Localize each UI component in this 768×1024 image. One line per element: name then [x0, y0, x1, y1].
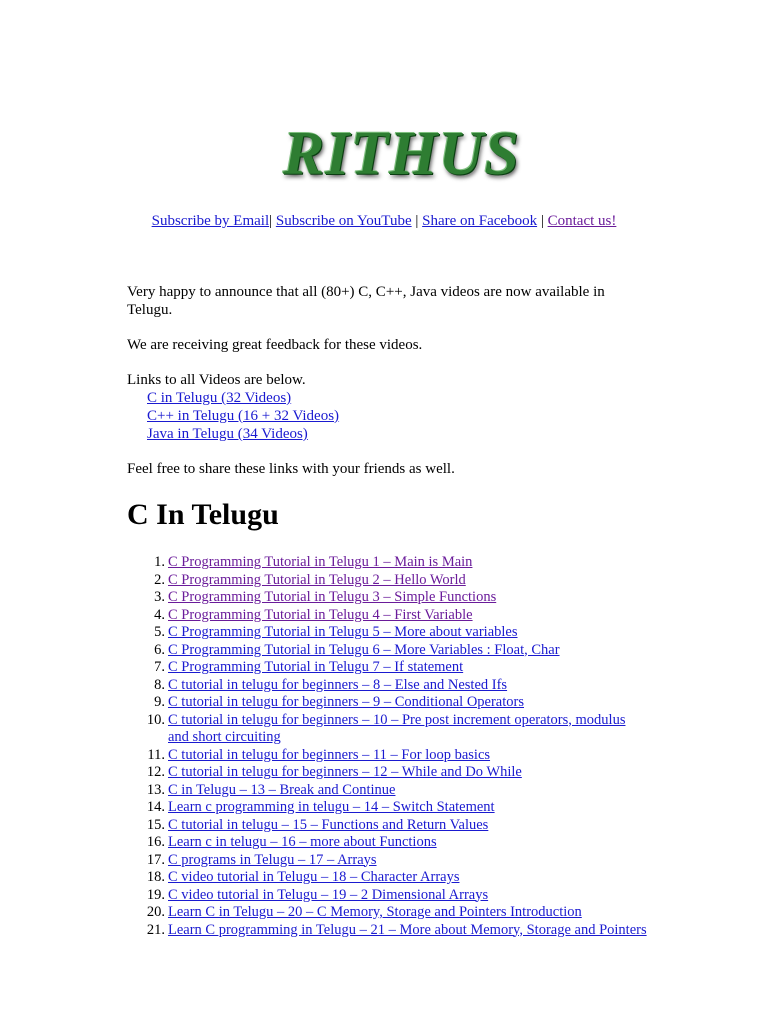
- tutorial-link[interactable]: Learn c programming in telugu – 14 – Switch Statement: [168, 799, 495, 815]
- list-item: [127, 869, 647, 887]
- list-item-number: 4.: [154, 606, 165, 623]
- tutorial-link[interactable]: C Programming Tutorial in Telugu 1 – Main is Main: [168, 554, 473, 570]
- tutorial-link[interactable]: Learn c in telugu – 16 – more about Functions: [168, 834, 437, 850]
- list-item: [127, 852, 647, 870]
- list-item: [127, 764, 647, 782]
- list-item-number: 21.: [146, 921, 165, 938]
- list-item-number: 17.: [146, 851, 165, 868]
- tutorial-link[interactable]: C Programming Tutorial in Telugu 2 – Hello World: [168, 571, 466, 588]
- tutorial-link[interactable]: C Programming Tutorial in Telugu 5 – More about variables: [168, 624, 518, 640]
- list-item: [127, 834, 647, 852]
- subscribe-youtube-link[interactable]: Subscribe on YouTube: [275, 213, 412, 229]
- list-item-number: 16.: [146, 834, 165, 850]
- tutorial-link[interactable]: Learn C programming in Telugu – 21 – More about Memory, Storage and Pointers: [168, 921, 647, 938]
- list-item-number: 1.: [154, 554, 165, 570]
- section-title: C In Telugu: [127, 498, 279, 531]
- list-item: [127, 659, 647, 677]
- intro-section: [127, 283, 647, 495]
- tutorial-link[interactable]: C tutorial in telugu for beginners – 8 – Else and Nested Ifs: [168, 676, 508, 693]
- list-item-number: 10.: [146, 711, 165, 728]
- list-item-number: 3.: [154, 589, 165, 605]
- list-item-number: 12.: [146, 764, 165, 780]
- list-item-number: 18.: [146, 869, 165, 885]
- share-note-text: Feel free to share these links with your friends as well.: [127, 461, 455, 477]
- list-item: [127, 677, 647, 695]
- subscribe-email-link[interactable]: Subscribe by Email: [151, 213, 270, 229]
- links-heading: Links to all Videos are below.: [127, 372, 306, 388]
- tutorial-link[interactable]: C video tutorial in Telugu – 19 – 2 Dimensional Arrays: [168, 886, 489, 903]
- nav-separator: |: [415, 213, 419, 229]
- list-item: [127, 607, 647, 625]
- c-videos-link[interactable]: C in Telugu (32 Videos): [147, 390, 292, 406]
- list-item: [127, 887, 647, 905]
- list-item: [127, 624, 647, 642]
- list-item: [127, 694, 647, 712]
- tutorial-link[interactable]: C Programming Tutorial in Telugu 7 – If statement: [168, 659, 464, 675]
- tutorial-link[interactable]: C Programming Tutorial in Telugu 3 – Simple Functions: [168, 589, 497, 605]
- list-item-number: 6.: [154, 641, 165, 658]
- list-item-number: 20.: [146, 904, 165, 920]
- list-item-number: 9.: [154, 694, 165, 710]
- tutorial-link[interactable]: C Programming Tutorial in Telugu 4 – First Variable: [168, 606, 473, 623]
- list-item: [127, 572, 647, 590]
- tutorial-link[interactable]: C tutorial in telugu for beginners – 9 – Conditional Operators: [168, 694, 524, 710]
- feedback-text: We are receiving great feedback for these videos.: [127, 337, 423, 353]
- list-item: [127, 782, 647, 800]
- nav-separator: |: [540, 213, 544, 229]
- tutorial-link[interactable]: C Programming Tutorial in Telugu 6 – More Variables : Float, Char: [168, 641, 560, 658]
- list-item: [127, 817, 647, 835]
- list-item-number: 7.: [154, 659, 165, 675]
- java-videos-link[interactable]: Java in Telugu (34 Videos): [147, 426, 308, 442]
- tutorial-link[interactable]: C tutorial in telugu for beginners – 10 – Pre post increment operators, modulus and short circuiting: [168, 711, 626, 745]
- contact-us-link[interactable]: Contact us!: [547, 213, 617, 229]
- logo-text: RITHUS: [283, 120, 520, 188]
- cpp-videos-link[interactable]: C++ in Telugu (16 + 32 Videos): [147, 408, 340, 424]
- video-links-block: [127, 371, 647, 443]
- tutorial-link[interactable]: Learn C in Telugu – 20 – C Memory, Storage and Pointers Introduction: [168, 904, 582, 920]
- tutorial-link[interactable]: C programs in Telugu – 17 – Arrays: [168, 851, 377, 868]
- list-item-number: 11.: [147, 746, 165, 763]
- list-item-number: 2.: [154, 571, 165, 588]
- list-item: [127, 589, 647, 607]
- list-item: [127, 747, 647, 765]
- tutorial-link[interactable]: C tutorial in telugu – 15 – Functions and Return Values: [168, 816, 489, 833]
- tutorial-link[interactable]: C video tutorial in Telugu – 18 – Character Arrays: [168, 869, 460, 885]
- list-item-number: 15.: [146, 816, 165, 833]
- tutorial-link[interactable]: C tutorial in telugu for beginners – 12 – While and Do While: [168, 764, 522, 780]
- list-item-number: 14.: [146, 799, 165, 815]
- list-item-number: 19.: [146, 886, 165, 903]
- tutorial-link[interactable]: C in Telugu – 13 – Break and Continue: [168, 781, 396, 798]
- announcement-text: Very happy to announce that all (80+) C, C++, Java videos are now available in Telugu.: [127, 284, 605, 318]
- video-links-list: [127, 389, 647, 443]
- rithus-logo: [283, 118, 520, 190]
- list-item-number: 8.: [154, 676, 165, 693]
- list-item: [127, 554, 647, 572]
- list-item: [127, 799, 647, 817]
- list-item-number: 5.: [154, 624, 165, 640]
- list-item: [127, 712, 647, 747]
- c-tutorial-list: [127, 554, 647, 939]
- tutorial-link[interactable]: C tutorial in telugu for beginners – 11 – For loop basics: [168, 746, 491, 763]
- nav-separator: |: [269, 213, 273, 229]
- nav-links: [0, 212, 768, 230]
- list-item: [127, 922, 647, 940]
- list-item: [127, 642, 647, 660]
- list-item-number: 13.: [146, 781, 165, 798]
- share-facebook-link[interactable]: Share on Facebook: [422, 213, 538, 229]
- list-item: [127, 904, 647, 922]
